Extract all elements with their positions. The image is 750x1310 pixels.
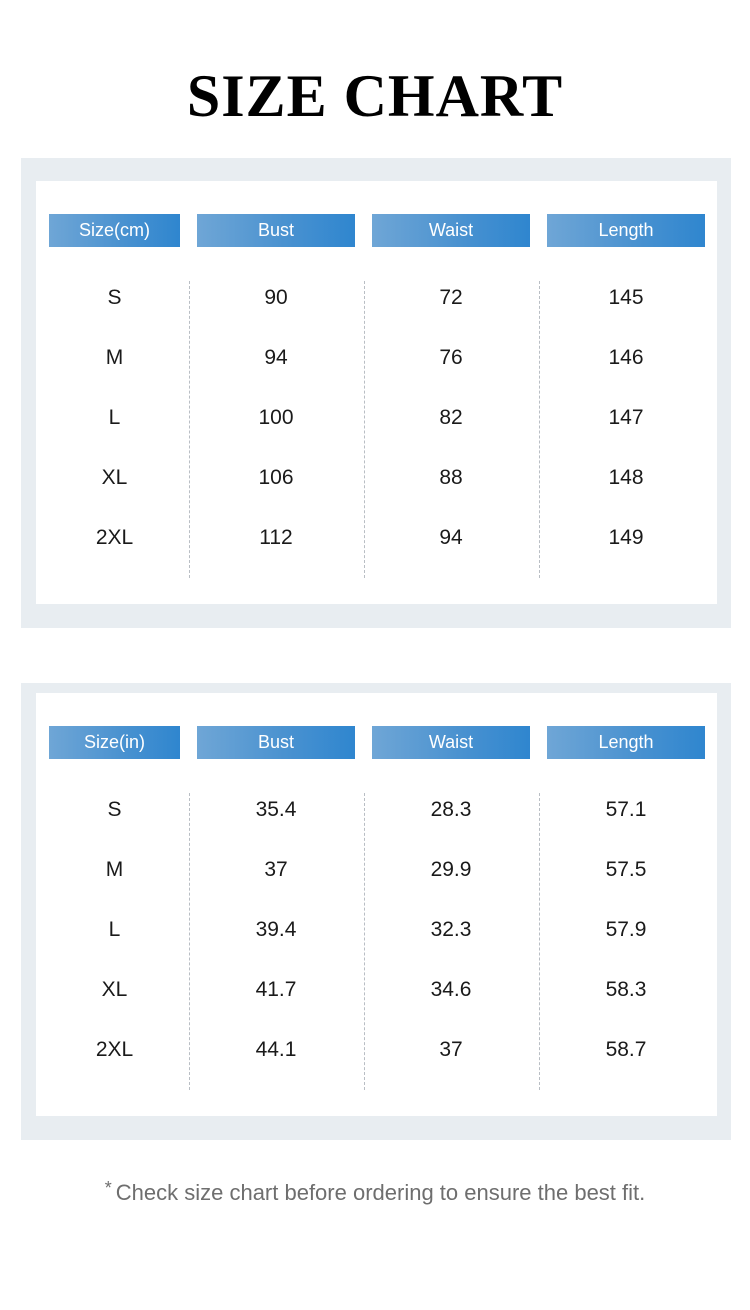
cell-waist: 76 — [439, 346, 463, 369]
size-table-cm — [36, 181, 717, 604]
column-divider — [364, 281, 365, 578]
cell-length: 147 — [608, 406, 644, 429]
header-length: Length — [547, 214, 705, 247]
cell-size: M — [105, 346, 124, 369]
column-divider — [539, 793, 540, 1090]
cell-bust: 44.1 — [255, 1038, 297, 1061]
cell-size: L — [108, 918, 121, 941]
header-bust: Bust — [197, 214, 355, 247]
cell-waist: 32.3 — [430, 918, 472, 941]
cell-length: 146 — [608, 346, 644, 369]
cell-length: 149 — [608, 526, 644, 549]
header-size-cm: Size(cm) — [49, 214, 180, 247]
cell-length: 57.5 — [605, 858, 647, 881]
cell-length: 58.7 — [605, 1038, 647, 1061]
cell-bust: 90 — [264, 286, 288, 309]
column-divider — [364, 793, 365, 1090]
column-divider — [189, 793, 190, 1090]
header-size-in: Size(in) — [49, 726, 180, 759]
fit-note-text: Check size chart before ordering to ensure the best fit. — [115, 1180, 646, 1205]
cell-size: L — [108, 406, 121, 429]
cell-length: 148 — [608, 466, 644, 489]
cell-bust: 106 — [258, 466, 294, 489]
cell-bust: 35.4 — [255, 798, 297, 821]
header-bust: Bust — [197, 726, 355, 759]
size-table-in-panel — [21, 683, 731, 1140]
cell-waist: 88 — [439, 466, 463, 489]
header-waist: Waist — [372, 726, 530, 759]
asterisk: * — [104, 1178, 112, 1198]
cell-length: 57.1 — [605, 798, 647, 821]
cell-bust: 100 — [258, 406, 294, 429]
cell-length: 57.9 — [605, 918, 647, 941]
cell-waist: 94 — [439, 526, 463, 549]
header-length: Length — [547, 726, 705, 759]
column-divider — [539, 281, 540, 578]
cell-waist: 29.9 — [430, 858, 472, 881]
cell-size: 2XL — [95, 1038, 134, 1061]
cell-bust: 37 — [264, 858, 288, 881]
cell-size: M — [105, 858, 124, 881]
cell-size: XL — [101, 978, 128, 1001]
page-title: SIZE CHART — [186, 63, 564, 129]
header-waist: Waist — [372, 214, 530, 247]
cell-waist: 34.6 — [430, 978, 472, 1001]
cell-bust: 39.4 — [255, 918, 297, 941]
cell-bust: 112 — [259, 526, 293, 549]
size-table-in — [36, 693, 717, 1116]
cell-size: S — [107, 286, 122, 309]
cell-waist: 82 — [439, 406, 463, 429]
size-table-cm-panel — [21, 158, 731, 628]
cell-waist: 72 — [439, 286, 463, 309]
cell-size: 2XL — [95, 526, 134, 549]
cell-waist: 28.3 — [430, 798, 472, 821]
cell-size: XL — [101, 466, 128, 489]
cell-bust: 41.7 — [255, 978, 297, 1001]
cell-length: 58.3 — [605, 978, 647, 1001]
cell-length: 145 — [608, 286, 644, 309]
fit-note — [0, 1178, 750, 1206]
cell-bust: 94 — [264, 346, 288, 369]
column-divider — [189, 281, 190, 578]
cell-size: S — [107, 798, 122, 821]
cell-waist: 37 — [439, 1038, 463, 1061]
